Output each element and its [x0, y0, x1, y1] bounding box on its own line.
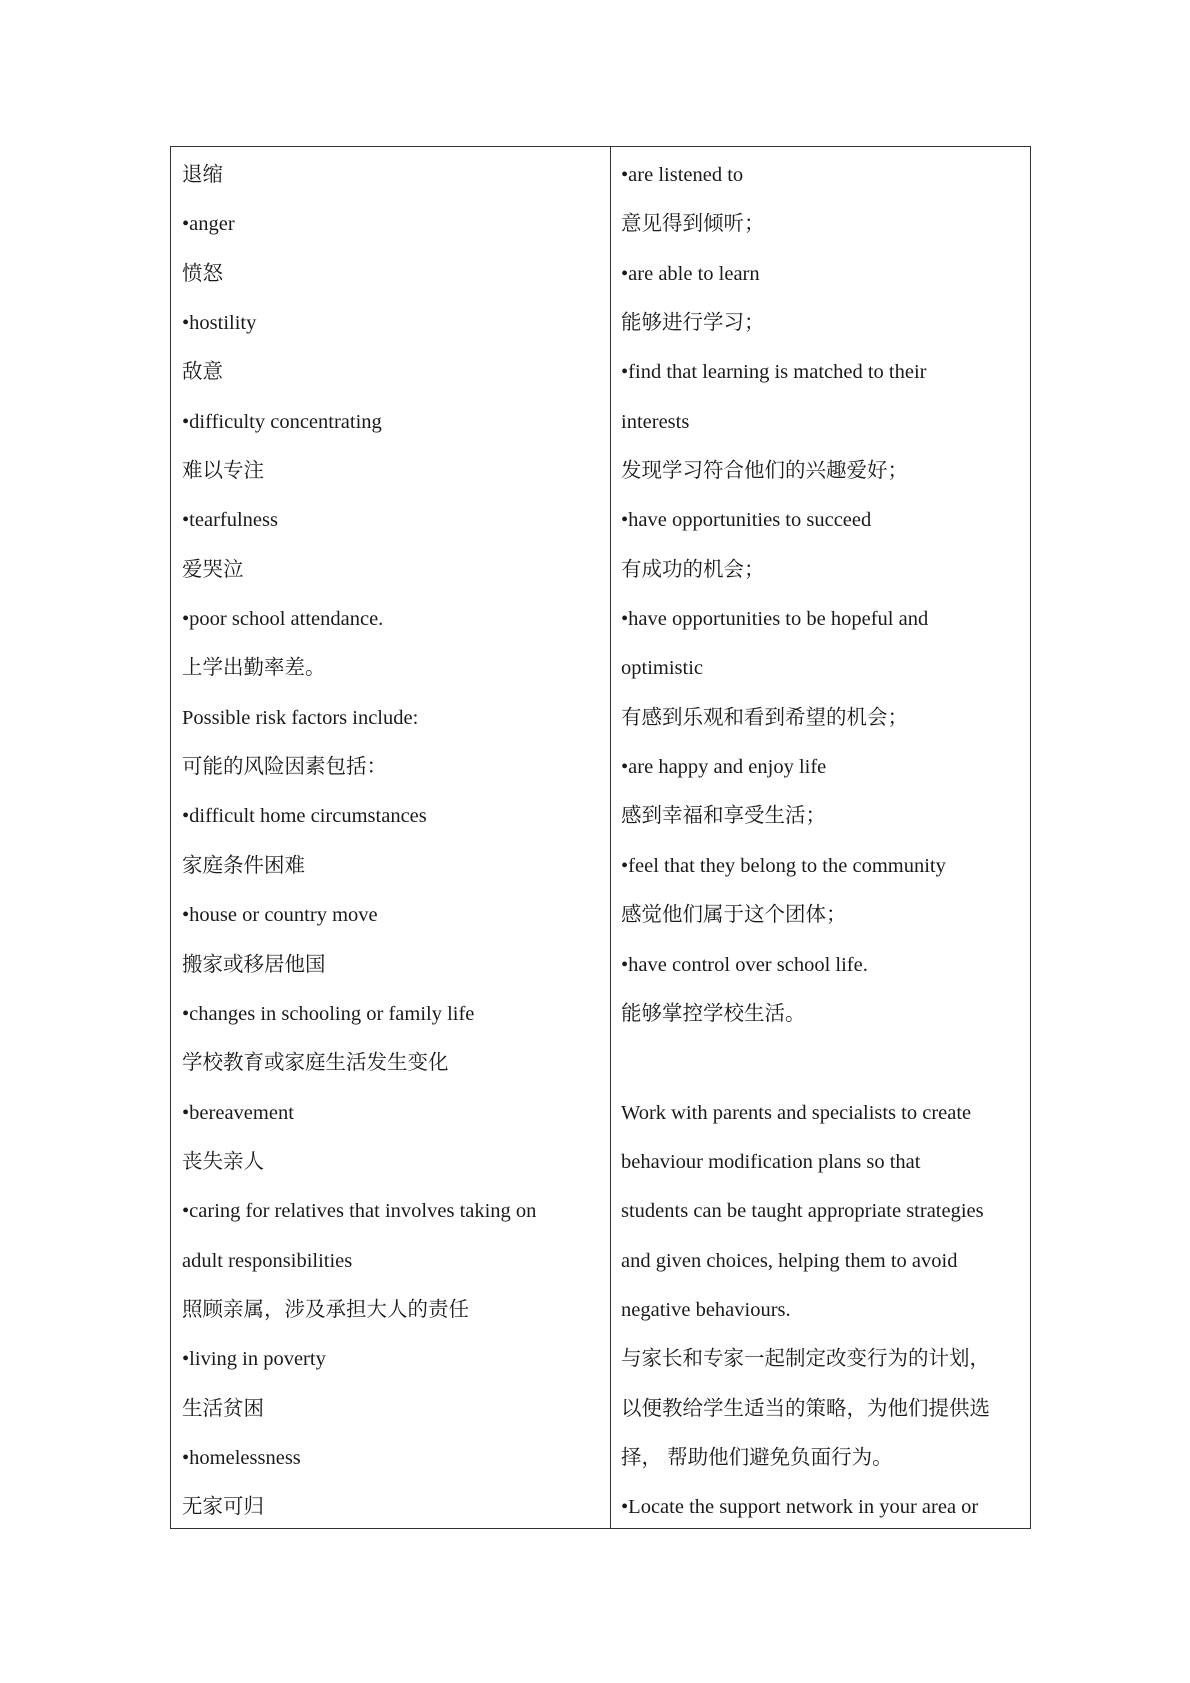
content-table	[170, 146, 1031, 1529]
left-line: •house or country move	[182, 904, 378, 927]
right-column	[611, 147, 1030, 1528]
left-line: 愤怒	[182, 262, 223, 285]
right-line: 能够进行学习；	[621, 312, 765, 335]
left-line: 难以专注	[182, 460, 264, 483]
right-line: •are able to learn	[621, 262, 760, 285]
left-line: •hostility	[182, 312, 257, 335]
right-line: •Locate the support network in your area or	[621, 1496, 979, 1519]
left-line: •difficult home circumstances	[182, 805, 427, 828]
right-line: optimistic	[621, 657, 703, 680]
right-line: •have opportunities to succeed	[621, 509, 872, 532]
left-line: 退缩	[182, 164, 223, 186]
left-line: •anger	[182, 213, 235, 236]
left-line: 学校教育或家庭生活发生变化	[182, 1052, 449, 1075]
paragraph-line-zh: 与家长和专家一起制定改变行为的计划，	[621, 1348, 990, 1371]
left-line: •poor school attendance.	[182, 608, 384, 631]
left-line: •changes in schooling or family life	[182, 1002, 475, 1025]
left-line: 生活贫困	[182, 1397, 264, 1420]
left-line: •caring for relatives that involves taking on	[182, 1200, 537, 1223]
left-line: 无家可归	[182, 1496, 264, 1519]
right-line: 有感到乐观和看到希望的机会；	[621, 706, 908, 729]
left-line: 爱哭泣	[182, 558, 244, 581]
paragraph-line: behaviour modification plans so that	[621, 1150, 921, 1173]
right-line: 感到幸福和享受生活；	[621, 805, 826, 828]
left-column	[171, 147, 611, 1528]
right-line: •are happy and enjoy life	[621, 756, 827, 779]
left-line: 敌意	[182, 361, 223, 384]
blank-line	[621, 1048, 1022, 1097]
left-line: •difficulty concentrating	[182, 410, 382, 433]
paragraph-line: and given choices, helping them to avoid	[621, 1249, 958, 1272]
right-line: 感觉他们属于这个团体；	[621, 904, 847, 927]
right-line: •have opportunities to be hopeful and	[621, 608, 929, 631]
right-line: •feel that they belong to the community	[621, 854, 946, 877]
left-line: •bereavement	[182, 1101, 294, 1124]
right-line: •find that learning is matched to their	[621, 361, 927, 384]
right-line: 有成功的机会；	[621, 558, 765, 581]
paragraph-line: negative behaviours.	[621, 1298, 791, 1321]
left-line: 上学出勤率差。	[182, 657, 326, 680]
right-line: •have control over school life.	[621, 953, 868, 976]
left-line: 家庭条件困难	[182, 854, 305, 877]
right-line: 发现学习符合他们的兴趣爱好；	[621, 460, 908, 483]
right-line: •are listened to	[621, 164, 744, 186]
section-heading-zh: 可能的风险因素包括：	[182, 756, 387, 779]
right-line: 意见得到倾听；	[621, 213, 765, 236]
right-line: interests	[621, 410, 690, 433]
paragraph-line: students can be taught appropriate strategies	[621, 1200, 984, 1223]
left-line: 丧失亲人	[182, 1150, 264, 1173]
paragraph-line-zh: 择， 帮助他们避免负面行为。	[621, 1446, 893, 1469]
section-heading: Possible risk factors include:	[182, 706, 419, 729]
left-line: 搬家或移居他国	[182, 953, 326, 976]
left-line: •tearfulness	[182, 509, 278, 532]
paragraph-line-zh: 以便教给学生适当的策略，为他们提供选	[621, 1397, 990, 1420]
left-line: •homelessness	[182, 1446, 301, 1469]
paragraph-line: Work with parents and specialists to create	[621, 1101, 972, 1124]
right-line: 能够掌控学校生活。	[621, 1002, 806, 1025]
left-line: 照顾亲属，涉及承担大人的责任	[182, 1298, 469, 1321]
left-line: •living in poverty	[182, 1348, 326, 1371]
left-line: adult responsibilities	[182, 1249, 353, 1272]
